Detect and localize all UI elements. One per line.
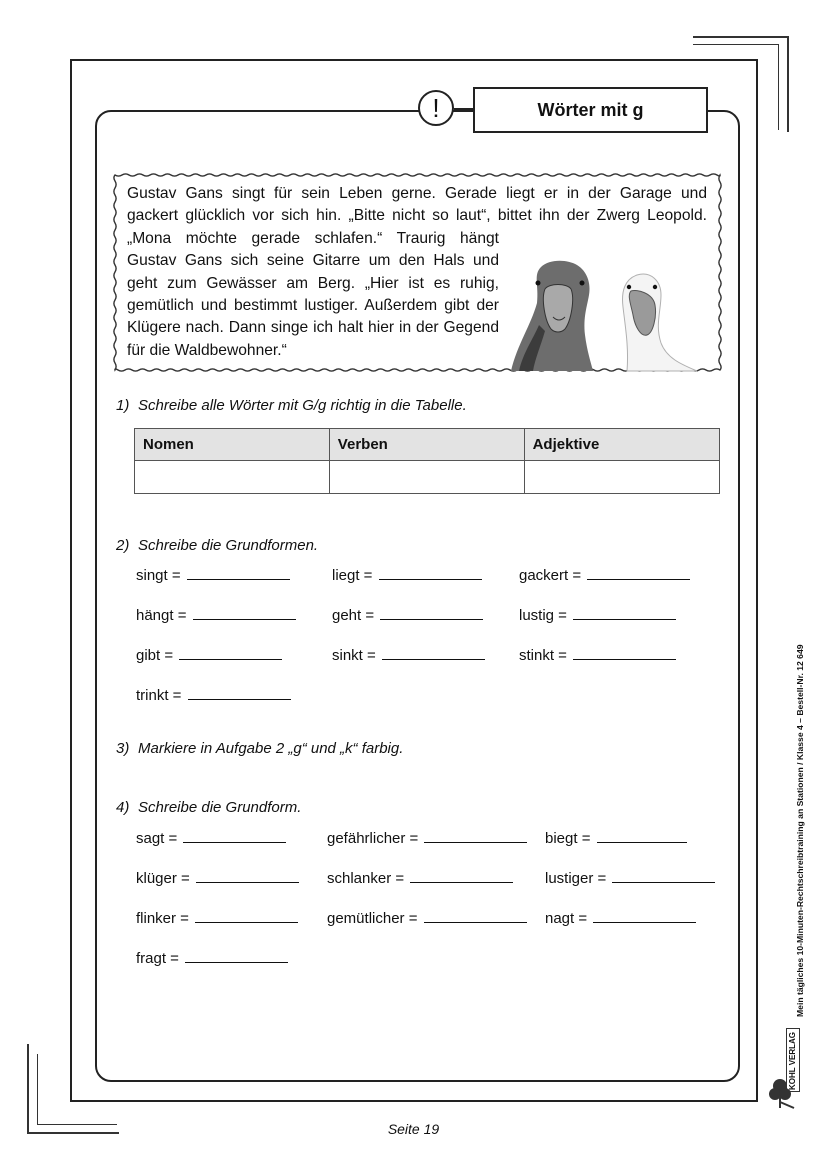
word-table (134, 428, 720, 494)
answer-blank[interactable] (424, 908, 527, 923)
side-publication-info: Mein tägliches 10-Minuten-Rechtschreibtraining an Stationen / Klasse 4 – Bestell-Nr. 12 649 (795, 644, 805, 1017)
answer-blank[interactable] (410, 868, 513, 883)
exercise-item: fragt = (136, 948, 288, 967)
exercise-item: flinker = (136, 908, 298, 927)
exercise-item: lustiger = (545, 868, 715, 887)
page-title: Wörter mit g (473, 87, 708, 133)
task-3-instruction: 3) Markiere in Aufgabe 2 „g“ und „k“ farbig. (116, 740, 404, 757)
corner-line (693, 36, 789, 38)
exercise-item: lustig = (519, 605, 676, 624)
exercise-item: nagt = (545, 908, 696, 927)
exercise-item: klüger = (136, 868, 299, 887)
answer-blank[interactable] (382, 645, 485, 660)
answer-blank[interactable] (193, 605, 296, 620)
answer-blank[interactable] (183, 828, 286, 843)
answer-blank[interactable] (187, 565, 290, 580)
cell-verben[interactable] (329, 461, 524, 494)
exercise-item: sagt = (136, 828, 286, 847)
exercise-item: biegt = (545, 828, 687, 847)
corner-line (787, 36, 789, 132)
tree-logo-icon (768, 1074, 804, 1110)
story-line-2: gackert glücklich vor sich hin. „Bitte nicht so laut“, bittet ihn der Zwerg Leopold. (127, 207, 707, 225)
answer-blank[interactable] (424, 828, 527, 843)
answer-blank[interactable] (185, 948, 288, 963)
cell-adjektive[interactable] (524, 461, 719, 494)
answer-blank[interactable] (612, 868, 715, 883)
geese-illustration (505, 255, 715, 373)
answer-blank[interactable] (597, 828, 687, 843)
answer-blank[interactable] (379, 565, 482, 580)
task-1-instruction: 1) Schreibe alle Wörter mit G/g richtig in die Tabelle. (116, 397, 467, 414)
exercise-item: liegt = (332, 565, 482, 584)
answer-blank[interactable] (188, 685, 291, 700)
exercise-item: gibt = (136, 645, 282, 664)
publisher-logo: KOHL VERLAG (786, 1028, 800, 1092)
exercise-item: gemütlicher = (327, 908, 527, 927)
answer-blank[interactable] (179, 645, 282, 660)
answer-blank[interactable] (587, 565, 690, 580)
corner-line (693, 44, 779, 45)
story-line-1: Gustav Gans singt für sein Leben gerne. Gerade liegt er in der Garage und (127, 185, 707, 202)
column-adjektive: Adjektive (524, 429, 719, 461)
exercise-item: trinkt = (136, 685, 291, 704)
exercise-item: sinkt = (332, 645, 485, 664)
header-connector (454, 108, 474, 110)
answer-blank[interactable] (573, 605, 676, 620)
exclamation-icon: ! (418, 90, 454, 126)
answer-blank[interactable] (380, 605, 483, 620)
corner-line (37, 1054, 38, 1124)
column-verben: Verben (329, 429, 524, 461)
column-nomen: Nomen (135, 429, 330, 461)
exercise-item: stinkt = (519, 645, 676, 664)
white-goose-icon (623, 274, 697, 371)
exercise-item: schlanker = (327, 868, 513, 887)
page-number: Seite 19 (387, 1121, 440, 1137)
exercise-item: singt = (136, 565, 290, 584)
story-wrapped-text: „Mona möchte gerade schlafen.“ Traurig hängt Gustav Gans sich seine Gitarre um den Hals und geht zum Gewässer am Berg. „Hier ist es ruhig, gemütlich und bestimmt lustiger. Außerdem gibt der Klügere nach. Dann singe ich halt hier in der Gegend für die Waldbewohner.“ (127, 229, 499, 359)
exercise-item: gefährlicher = (327, 828, 527, 847)
task-4-instruction: 4) Schreibe die Grundform. (116, 799, 302, 816)
dark-goose-icon (511, 261, 593, 371)
cell-nomen[interactable] (135, 461, 330, 494)
exercise-item: hängt = (136, 605, 296, 624)
answer-blank[interactable] (593, 908, 696, 923)
answer-blank[interactable] (196, 868, 299, 883)
corner-line (778, 44, 779, 130)
exercise-item: geht = (332, 605, 483, 624)
answer-blank[interactable] (195, 908, 298, 923)
answer-blank[interactable] (573, 645, 676, 660)
exercise-item: gackert = (519, 565, 690, 584)
task-2-instruction: 2) Schreibe die Grundformen. (116, 537, 319, 554)
